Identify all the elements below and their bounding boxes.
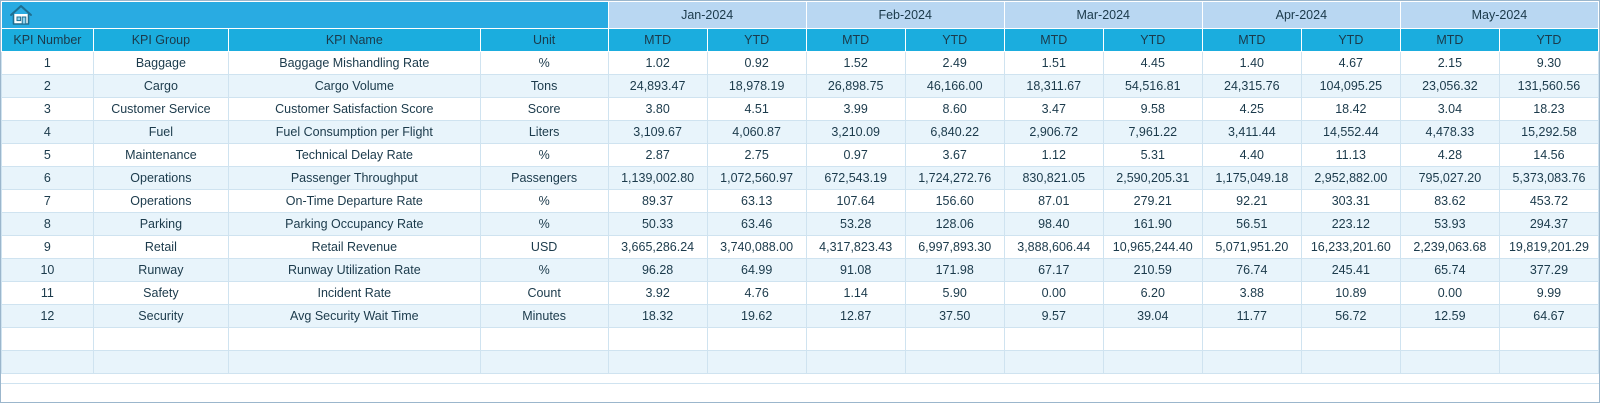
- cell-blank: [1103, 351, 1202, 374]
- cell-value: 0.92: [707, 52, 806, 75]
- cell-value: 2,239,063.68: [1400, 236, 1499, 259]
- cell-value: 6,840.22: [905, 121, 1004, 144]
- cell-kpi-group: Parking: [93, 213, 228, 236]
- cell-kpi-name: Incident Rate: [228, 282, 480, 305]
- cell-value: 453.72: [1499, 190, 1598, 213]
- cell-blank: [1499, 328, 1598, 351]
- cell-value: 15,292.58: [1499, 121, 1598, 144]
- cell-value: 23,056.32: [1400, 75, 1499, 98]
- cell-kpi-group: Operations: [93, 167, 228, 190]
- cell-value: 54,516.81: [1103, 75, 1202, 98]
- cell-kpi-number: 2: [2, 75, 94, 98]
- cell-value: 223.12: [1301, 213, 1400, 236]
- cell-value: 294.37: [1499, 213, 1598, 236]
- cell-value: 2.75: [707, 144, 806, 167]
- cell-blank: [1004, 328, 1103, 351]
- cell-blank: [1400, 351, 1499, 374]
- cell-blank: [2, 328, 94, 351]
- cell-kpi-number: 3: [2, 98, 94, 121]
- cell-kpi-number: 10: [2, 259, 94, 282]
- cell-value: 3.80: [608, 98, 707, 121]
- cell-value: 3.88: [1202, 282, 1301, 305]
- cell-value: 1.12: [1004, 144, 1103, 167]
- cell-value: 67.17: [1004, 259, 1103, 282]
- cell-value: 91.08: [806, 259, 905, 282]
- sub-head-may-ytd: YTD: [1499, 29, 1598, 52]
- col-head-kpi-name: KPI Name: [228, 29, 480, 52]
- sub-head-mar-ytd: YTD: [1103, 29, 1202, 52]
- cell-value: 1.51: [1004, 52, 1103, 75]
- cell-kpi-group: Security: [93, 305, 228, 328]
- cell-value: 4.28: [1400, 144, 1499, 167]
- cell-value: 4.76: [707, 282, 806, 305]
- table-row: [2, 259, 1599, 282]
- cell-value: 4,478.33: [1400, 121, 1499, 144]
- cell-value: 279.21: [1103, 190, 1202, 213]
- cell-kpi-group: Fuel: [93, 121, 228, 144]
- cell-value: 4.67: [1301, 52, 1400, 75]
- cell-value: 3,740,088.00: [707, 236, 806, 259]
- sub-head-feb-ytd: YTD: [905, 29, 1004, 52]
- table-row-blank: [2, 351, 1599, 374]
- sub-head-mar-mtd: MTD: [1004, 29, 1103, 52]
- cell-value: 1.40: [1202, 52, 1301, 75]
- cell-kpi-name: Runway Utilization Rate: [228, 259, 480, 282]
- cell-value: 4.51: [707, 98, 806, 121]
- month-header-0: Jan-2024: [608, 2, 806, 29]
- sub-head-may-mtd: MTD: [1400, 29, 1499, 52]
- cell-value: 5.31: [1103, 144, 1202, 167]
- cell-value: 5,071,951.20: [1202, 236, 1301, 259]
- cell-value: 245.41: [1301, 259, 1400, 282]
- cell-value: 6.20: [1103, 282, 1202, 305]
- cell-blank: [905, 328, 1004, 351]
- cell-value: 3,411.44: [1202, 121, 1301, 144]
- cell-value: 18.42: [1301, 98, 1400, 121]
- cell-value: 10.89: [1301, 282, 1400, 305]
- cell-kpi-group: Runway: [93, 259, 228, 282]
- cell-value: 1,724,272.76: [905, 167, 1004, 190]
- cell-blank: [93, 351, 228, 374]
- cell-value: 83.62: [1400, 190, 1499, 213]
- cell-value: 16,233,201.60: [1301, 236, 1400, 259]
- cell-kpi-group: Maintenance: [93, 144, 228, 167]
- cell-blank: [480, 351, 608, 374]
- cell-value: 2.15: [1400, 52, 1499, 75]
- cell-kpi-name: Customer Satisfaction Score: [228, 98, 480, 121]
- cell-blank: [1301, 328, 1400, 351]
- cell-value: 24,893.47: [608, 75, 707, 98]
- cell-value: 9.30: [1499, 52, 1598, 75]
- cell-kpi-group: Retail: [93, 236, 228, 259]
- cell-value: 3.67: [905, 144, 1004, 167]
- cell-value: 156.60: [905, 190, 1004, 213]
- cell-value: 64.99: [707, 259, 806, 282]
- table-row: [2, 282, 1599, 305]
- cell-value: 65.74: [1400, 259, 1499, 282]
- cell-value: 4.25: [1202, 98, 1301, 121]
- home-icon[interactable]: [8, 2, 34, 28]
- cell-value: 6,997,893.30: [905, 236, 1004, 259]
- cell-value: 3.47: [1004, 98, 1103, 121]
- cell-value: 24,315.76: [1202, 75, 1301, 98]
- table-row: [2, 305, 1599, 328]
- cell-blank: [93, 328, 228, 351]
- cell-value: 92.21: [1202, 190, 1301, 213]
- cell-blank: [1004, 351, 1103, 374]
- cell-kpi-name: Passenger Throughput: [228, 167, 480, 190]
- cell-kpi-group: Operations: [93, 190, 228, 213]
- table-row: [2, 167, 1599, 190]
- cell-value: 107.64: [806, 190, 905, 213]
- table-body: [2, 52, 1599, 374]
- cell-value: 0.00: [1400, 282, 1499, 305]
- table-row: [2, 75, 1599, 98]
- banner-row: [2, 2, 1599, 29]
- sub-head-apr-ytd: YTD: [1301, 29, 1400, 52]
- cell-blank: [608, 328, 707, 351]
- cell-blank: [1202, 328, 1301, 351]
- cell-kpi-number: 5: [2, 144, 94, 167]
- cell-value: 4,317,823.43: [806, 236, 905, 259]
- month-header-2: Mar-2024: [1004, 2, 1202, 29]
- cell-value: 1,139,002.80: [608, 167, 707, 190]
- cell-value: 303.31: [1301, 190, 1400, 213]
- cell-blank: [2, 351, 94, 374]
- cell-kpi-group: Safety: [93, 282, 228, 305]
- cell-value: 1,175,049.18: [1202, 167, 1301, 190]
- cell-value: 672,543.19: [806, 167, 905, 190]
- cell-value: 830,821.05: [1004, 167, 1103, 190]
- cell-blank: [806, 328, 905, 351]
- sub-head-feb-mtd: MTD: [806, 29, 905, 52]
- cell-value: 5.90: [905, 282, 1004, 305]
- cell-kpi-group: Customer Service: [93, 98, 228, 121]
- sub-head-apr-mtd: MTD: [1202, 29, 1301, 52]
- cell-unit: %: [480, 52, 608, 75]
- cell-value: 2,952,882.00: [1301, 167, 1400, 190]
- cell-value: 131,560.56: [1499, 75, 1598, 98]
- cell-value: 14,552.44: [1301, 121, 1400, 144]
- home-button-cell[interactable]: [2, 2, 609, 29]
- table-row: [2, 236, 1599, 259]
- cell-kpi-name: Avg Security Wait Time: [228, 305, 480, 328]
- cell-value: 0.97: [806, 144, 905, 167]
- cell-unit: %: [480, 190, 608, 213]
- cell-value: 11.13: [1301, 144, 1400, 167]
- cell-value: 18.23: [1499, 98, 1598, 121]
- cell-value: 4,060.87: [707, 121, 806, 144]
- cell-value: 1.52: [806, 52, 905, 75]
- cell-kpi-number: 6: [2, 167, 94, 190]
- cell-blank: [905, 351, 1004, 374]
- cell-value: 39.04: [1103, 305, 1202, 328]
- cell-unit: Liters: [480, 121, 608, 144]
- cell-kpi-group: Baggage: [93, 52, 228, 75]
- cell-kpi-number: 4: [2, 121, 94, 144]
- cell-value: 161.90: [1103, 213, 1202, 236]
- cell-kpi-number: 12: [2, 305, 94, 328]
- cell-value: 53.93: [1400, 213, 1499, 236]
- cell-value: 63.13: [707, 190, 806, 213]
- cell-value: 3.92: [608, 282, 707, 305]
- cell-value: 171.98: [905, 259, 1004, 282]
- cell-value: 53.28: [806, 213, 905, 236]
- cell-value: 8.60: [905, 98, 1004, 121]
- table-header: [2, 2, 1599, 52]
- col-head-unit: Unit: [480, 29, 608, 52]
- cell-value: 9.58: [1103, 98, 1202, 121]
- cell-value: 12.59: [1400, 305, 1499, 328]
- cell-kpi-name: Parking Occupancy Rate: [228, 213, 480, 236]
- cell-unit: Minutes: [480, 305, 608, 328]
- cell-blank: [1499, 351, 1598, 374]
- cell-blank: [1103, 328, 1202, 351]
- cell-value: 18,978.19: [707, 75, 806, 98]
- cell-kpi-name: Technical Delay Rate: [228, 144, 480, 167]
- cell-value: 98.40: [1004, 213, 1103, 236]
- cell-value: 56.51: [1202, 213, 1301, 236]
- cell-value: 96.28: [608, 259, 707, 282]
- cell-value: 3,109.67: [608, 121, 707, 144]
- cell-unit: %: [480, 144, 608, 167]
- cell-blank: [608, 351, 707, 374]
- cell-blank: [228, 328, 480, 351]
- cell-unit: Tons: [480, 75, 608, 98]
- cell-blank: [1301, 351, 1400, 374]
- cell-value: 128.06: [905, 213, 1004, 236]
- table-row: [2, 190, 1599, 213]
- cell-value: 210.59: [1103, 259, 1202, 282]
- cell-kpi-number: 8: [2, 213, 94, 236]
- cell-blank: [1400, 328, 1499, 351]
- cell-value: 18,311.67: [1004, 75, 1103, 98]
- cell-value: 9.99: [1499, 282, 1598, 305]
- cell-value: 5,373,083.76: [1499, 167, 1598, 190]
- cell-unit: %: [480, 259, 608, 282]
- cell-value: 26,898.75: [806, 75, 905, 98]
- table-row-blank: [2, 328, 1599, 351]
- cell-unit: Passengers: [480, 167, 608, 190]
- cell-value: 7,961.22: [1103, 121, 1202, 144]
- cell-blank: [480, 328, 608, 351]
- cell-kpi-group: Cargo: [93, 75, 228, 98]
- sub-head-jan-mtd: MTD: [608, 29, 707, 52]
- cell-value: 56.72: [1301, 305, 1400, 328]
- cell-blank: [707, 328, 806, 351]
- cell-value: 3,210.09: [806, 121, 905, 144]
- cell-value: 795,027.20: [1400, 167, 1499, 190]
- cell-value: 104,095.25: [1301, 75, 1400, 98]
- cell-value: 10,965,244.40: [1103, 236, 1202, 259]
- cell-value: 3,888,606.44: [1004, 236, 1103, 259]
- cell-value: 3.99: [806, 98, 905, 121]
- month-header-1: Feb-2024: [806, 2, 1004, 29]
- cell-value: 4.45: [1103, 52, 1202, 75]
- column-header-row: [2, 29, 1599, 52]
- cell-value: 11.77: [1202, 305, 1301, 328]
- kpi-table: [1, 1, 1599, 374]
- cell-unit: %: [480, 213, 608, 236]
- cell-value: 87.01: [1004, 190, 1103, 213]
- cell-value: 1.02: [608, 52, 707, 75]
- cell-value: 46,166.00: [905, 75, 1004, 98]
- table-row: [2, 98, 1599, 121]
- cell-blank: [707, 351, 806, 374]
- cell-value: 76.74: [1202, 259, 1301, 282]
- cell-kpi-name: Cargo Volume: [228, 75, 480, 98]
- cell-value: 18.32: [608, 305, 707, 328]
- cell-blank: [806, 351, 905, 374]
- cell-value: 2,590,205.31: [1103, 167, 1202, 190]
- cell-kpi-name: Retail Revenue: [228, 236, 480, 259]
- cell-value: 0.00: [1004, 282, 1103, 305]
- sub-head-jan-ytd: YTD: [707, 29, 806, 52]
- cell-value: 3,665,286.24: [608, 236, 707, 259]
- cell-value: 4.40: [1202, 144, 1301, 167]
- cell-value: 9.57: [1004, 305, 1103, 328]
- cell-blank: [1202, 351, 1301, 374]
- cell-value: 3.04: [1400, 98, 1499, 121]
- cell-value: 12.87: [806, 305, 905, 328]
- cell-kpi-name: On-Time Departure Rate: [228, 190, 480, 213]
- cell-value: 2.87: [608, 144, 707, 167]
- cell-blank: [228, 351, 480, 374]
- cell-value: 2,906.72: [1004, 121, 1103, 144]
- cell-value: 14.56: [1499, 144, 1598, 167]
- cell-kpi-number: 7: [2, 190, 94, 213]
- cell-value: 1,072,560.97: [707, 167, 806, 190]
- cell-value: 37.50: [905, 305, 1004, 328]
- cell-value: 19,819,201.29: [1499, 236, 1598, 259]
- cell-unit: Count: [480, 282, 608, 305]
- table-row: [2, 52, 1599, 75]
- cell-kpi-number: 1: [2, 52, 94, 75]
- cell-value: 50.33: [608, 213, 707, 236]
- sheet-bottom-strip: [1, 383, 1599, 402]
- cell-kpi-name: Baggage Mishandling Rate: [228, 52, 480, 75]
- col-head-kpi-group: KPI Group: [93, 29, 228, 52]
- month-header-4: May-2024: [1400, 2, 1598, 29]
- cell-value: 377.29: [1499, 259, 1598, 282]
- month-header-3: Apr-2024: [1202, 2, 1400, 29]
- cell-unit: Score: [480, 98, 608, 121]
- cell-value: 63.46: [707, 213, 806, 236]
- table-row: [2, 121, 1599, 144]
- cell-value: 19.62: [707, 305, 806, 328]
- cell-kpi-name: Fuel Consumption per Flight: [228, 121, 480, 144]
- cell-kpi-number: 11: [2, 282, 94, 305]
- cell-unit: USD: [480, 236, 608, 259]
- cell-value: 2.49: [905, 52, 1004, 75]
- table-row: [2, 144, 1599, 167]
- cell-value: 1.14: [806, 282, 905, 305]
- cell-value: 64.67: [1499, 305, 1598, 328]
- cell-value: 89.37: [608, 190, 707, 213]
- col-head-kpi-number: KPI Number: [2, 29, 94, 52]
- cell-kpi-number: 9: [2, 236, 94, 259]
- table-row: [2, 213, 1599, 236]
